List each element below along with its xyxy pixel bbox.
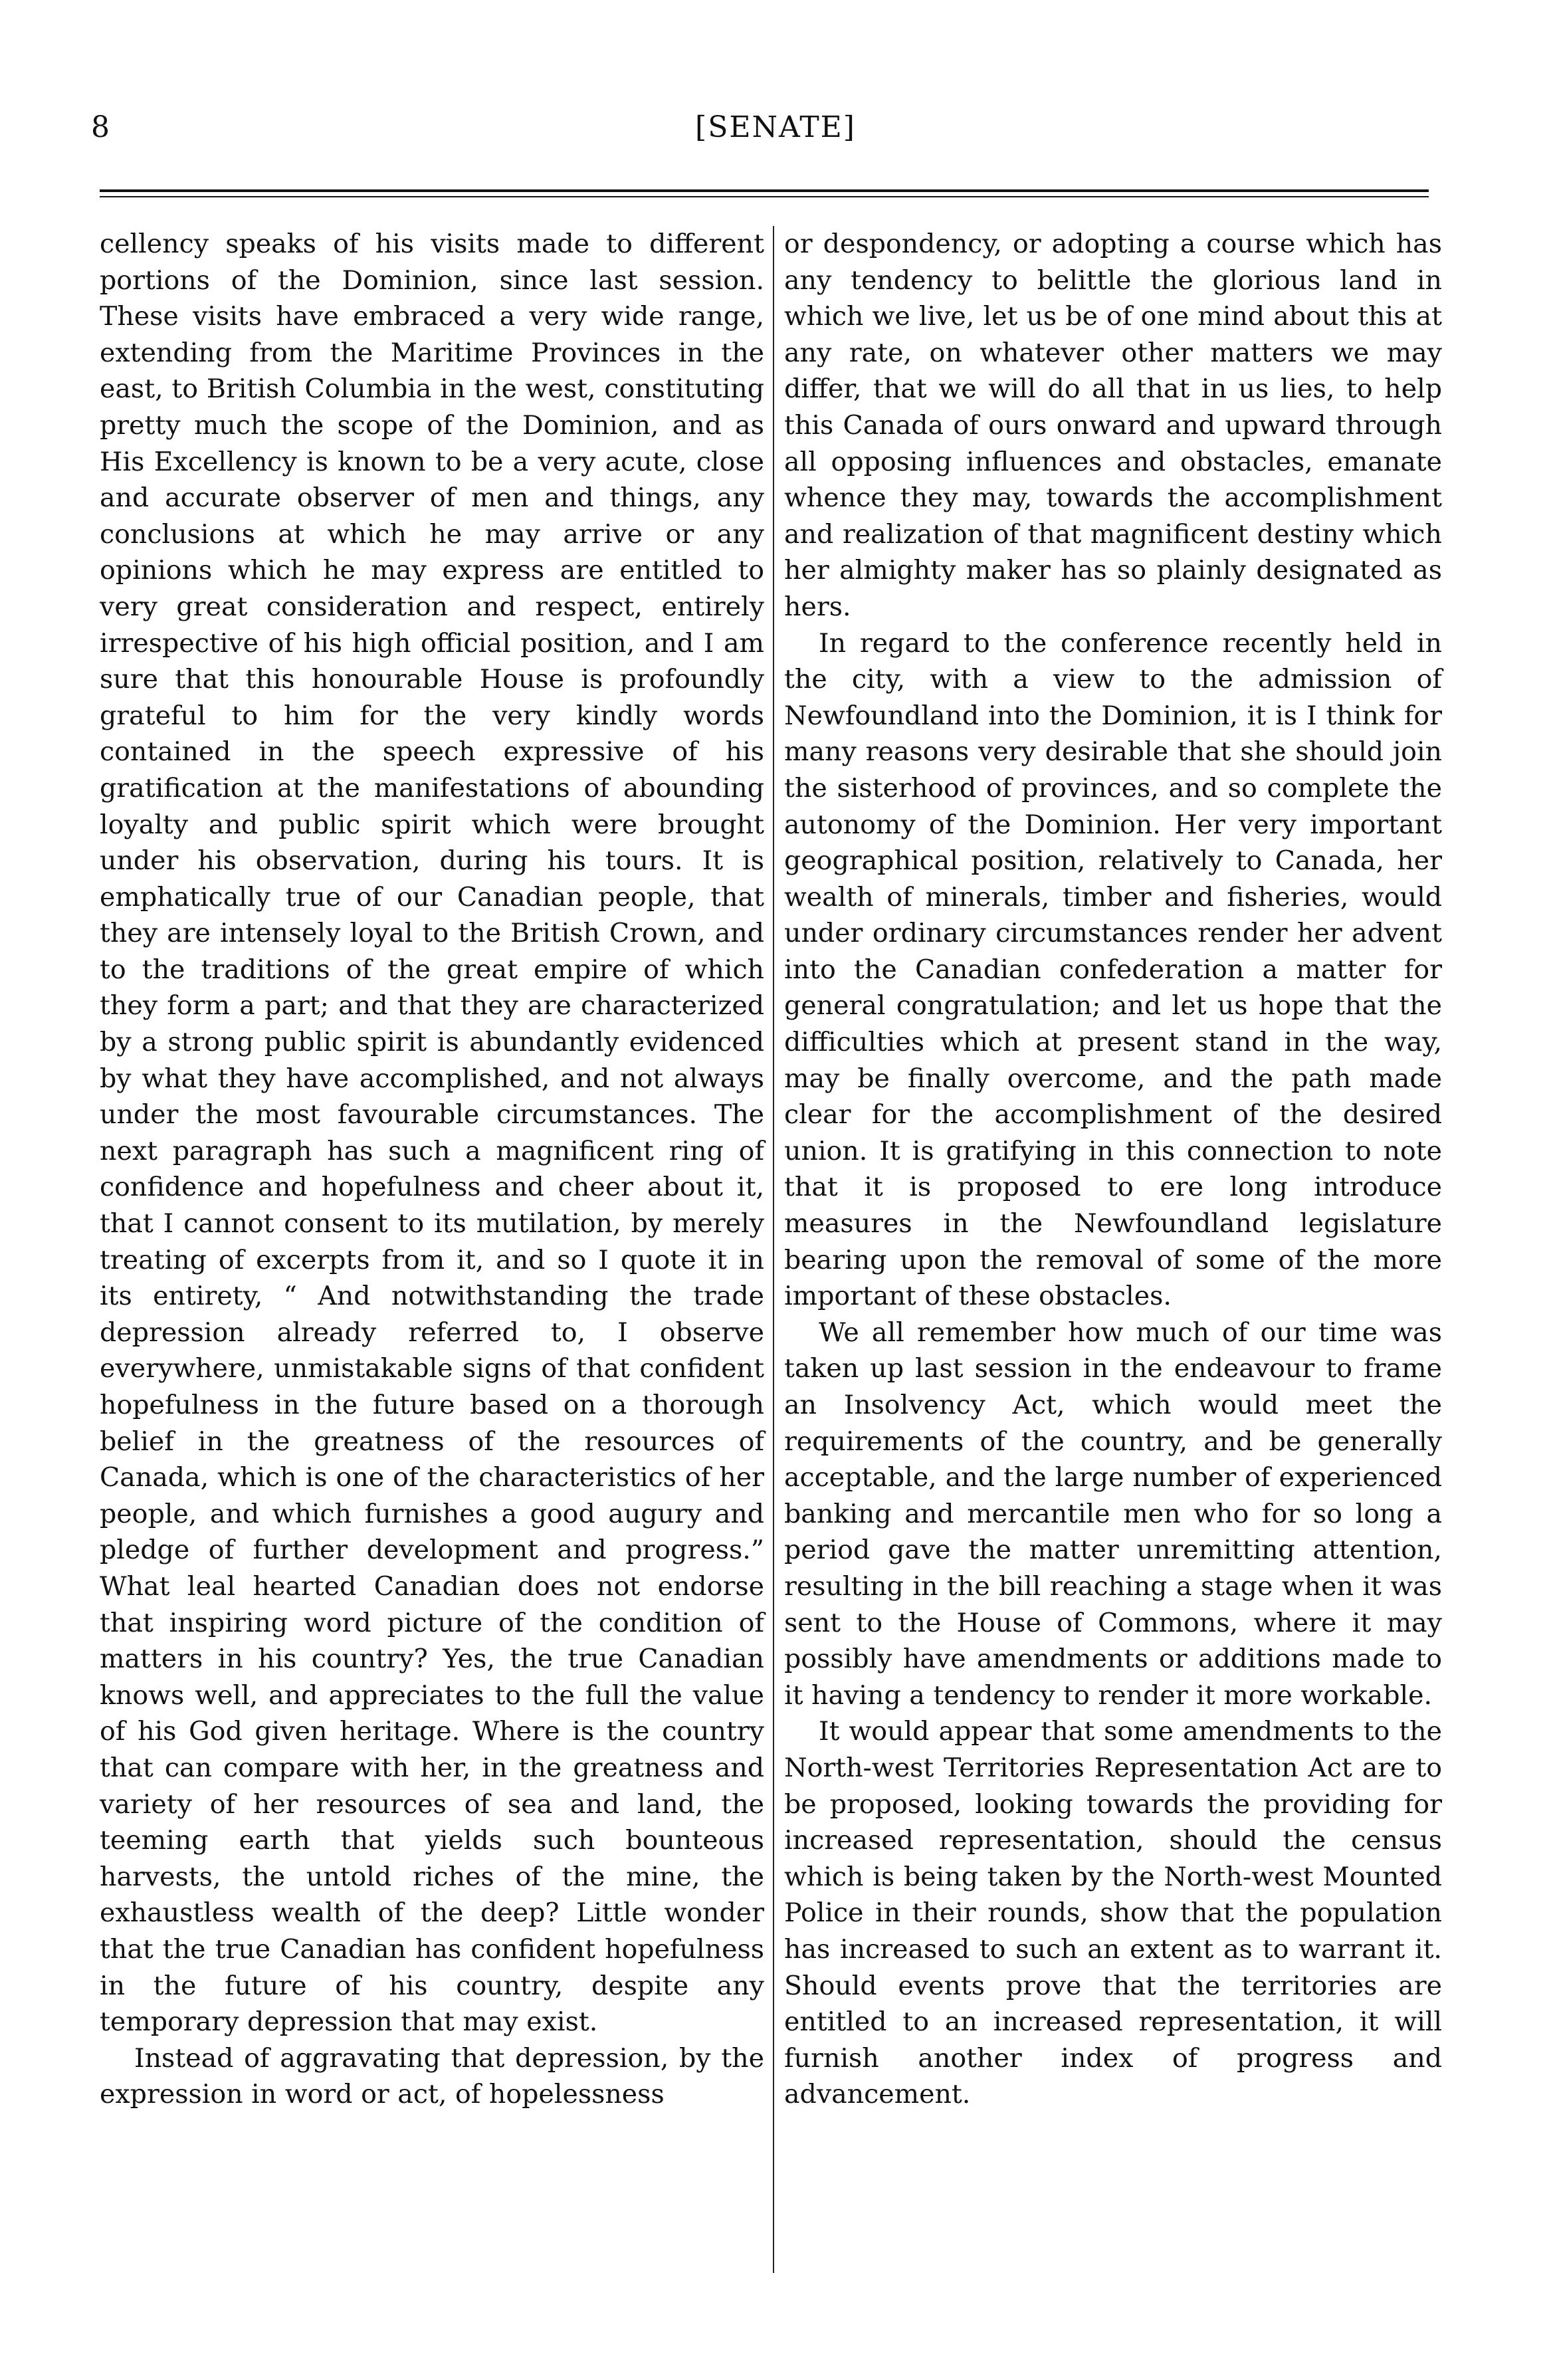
column-divider: [773, 226, 774, 2273]
header-rule-thin: [100, 196, 1429, 197]
page-number: 8: [91, 110, 110, 144]
paragraph: In regard to the conference recently held in the city, with a view to the admission of Newfoundland into the Dominion, it is I think for many reasons very desirable that she should join the sisterhood of provinces, and so complete the autonomy of the Dominion. Her very important geographical position, relatively to Canada, her wealth of minerals, timber and fisheries, would under ordinary circumstances render her advent into the Canadian confederation a matter for general congratulation; and let us hope that the difficulties which at present stand in the way, may be finally overcome, and the path made clear for the accomplishment of the desired union. It is gratifying in this connection to note that it is proposed to ere long introduce measures in the Newfoundland legislature bearing upon the removal of some of the more important of these obstacles.: [784, 627, 1442, 1312]
right-column: [784, 226, 1442, 2113]
paragraph: We all remember how much of our time was taken up last session in the endeavour to frame an Insolvency Act, which would meet the requirements of the country, and be generally acceptable, and the large number of experienced banking and mercantile men who for so long a period gave the matter unremitting attention, resulting in the bill reaching a stage when it was sent to the House of Commons, where it may possibly have amendments or additions made to it having a tendency to render it more workable.: [784, 1317, 1442, 1711]
paragraph: It would appear that some amendments to the North-west Territories Representation Act are to be proposed, looking towards the providing for increased representation, should the census which is being taken by the North-west Mounted Police in their rounds, show that the population has increased to such an extent as to warrant it. Should events prove that the territories are entitled to an increased representation, it will furnish another index of progress and advancement.: [784, 1716, 1442, 2110]
paragraph: Instead of aggravating that depression, by the expression in word or act, of hopelessness: [100, 2042, 764, 2110]
running-head: [SENATE]: [695, 110, 856, 144]
paragraph: cellency speaks of his visits made to different portions of the Dominion, since last session. These visits have embraced a very wide range, extending from the Maritime Provinces in the east, to British Columbia in the west, constituting pretty much the scope of the Dominion, and as His Excellency is known to be a very acute, close and accurate observer of men and things, any conclusions at which he may arrive or any opinions which he may express are entitled to very great consideration and respect, entirely irrespective of his high official position, and I am sure that this honourable House is profoundly grateful to him for the very kindly words contained in the speech expressive of his gratification at the manifestations of abounding loyalty and public spirit which were brought under his observation, during his tours. It is emphatically true of our Canadian people, that they are intensely loyal to the British Crown, and to the traditions of the great empire of which they form a part; and that they are characterized by a strong public spirit is abundantly evidenced by what they have accomplished, and not always under the most favourable circumstances. The next paragraph has such a magnificent ring of confidence and hopefulness and cheer about it, that I cannot consent to its mutilation, by merely treating of excerpts from it, and so I quote it in its entirety, “ And notwithstanding the trade depression already referred to, I observe everywhere, unmistakable signs of that confident hopefulness in the future based on a thorough belief in the greatness of the resources of Canada, which is one of the characteristics of her people, and which furnishes a good augury and pledge of further development and progress.” What leal hearted Canadian does not endorse that inspiring word picture of the condition of matters in his country? Yes, the true Canadian knows well, and appreciates to the full the value of his God given heritage. Where is the country that can compare with her, in the greatness and variety of her resources of sea and land, the teeming earth that yields such bounteous harvests, the untold riches of the mine, the exhaustless wealth of the deep? Little wonder that the true Canadian has confident hopefulness in the future of his country, despite any temporary depression that may exist.: [100, 229, 764, 2038]
header-rule-thick: [100, 189, 1429, 192]
left-column: [100, 226, 764, 2113]
paragraph: or despondency, or adopting a course which has any tendency to belittle the glorious land in which we live, let us be of one mind about this at any rate, on whatever other matters we may differ, that we will do all that in us lies, to help this Canada of ours onward and upward through all opposing influences and obstacles, emanate whence they may, towards the accomplishment and realization of that magnificent destiny which her almighty maker has so plainly designated as hers.: [784, 229, 1442, 622]
